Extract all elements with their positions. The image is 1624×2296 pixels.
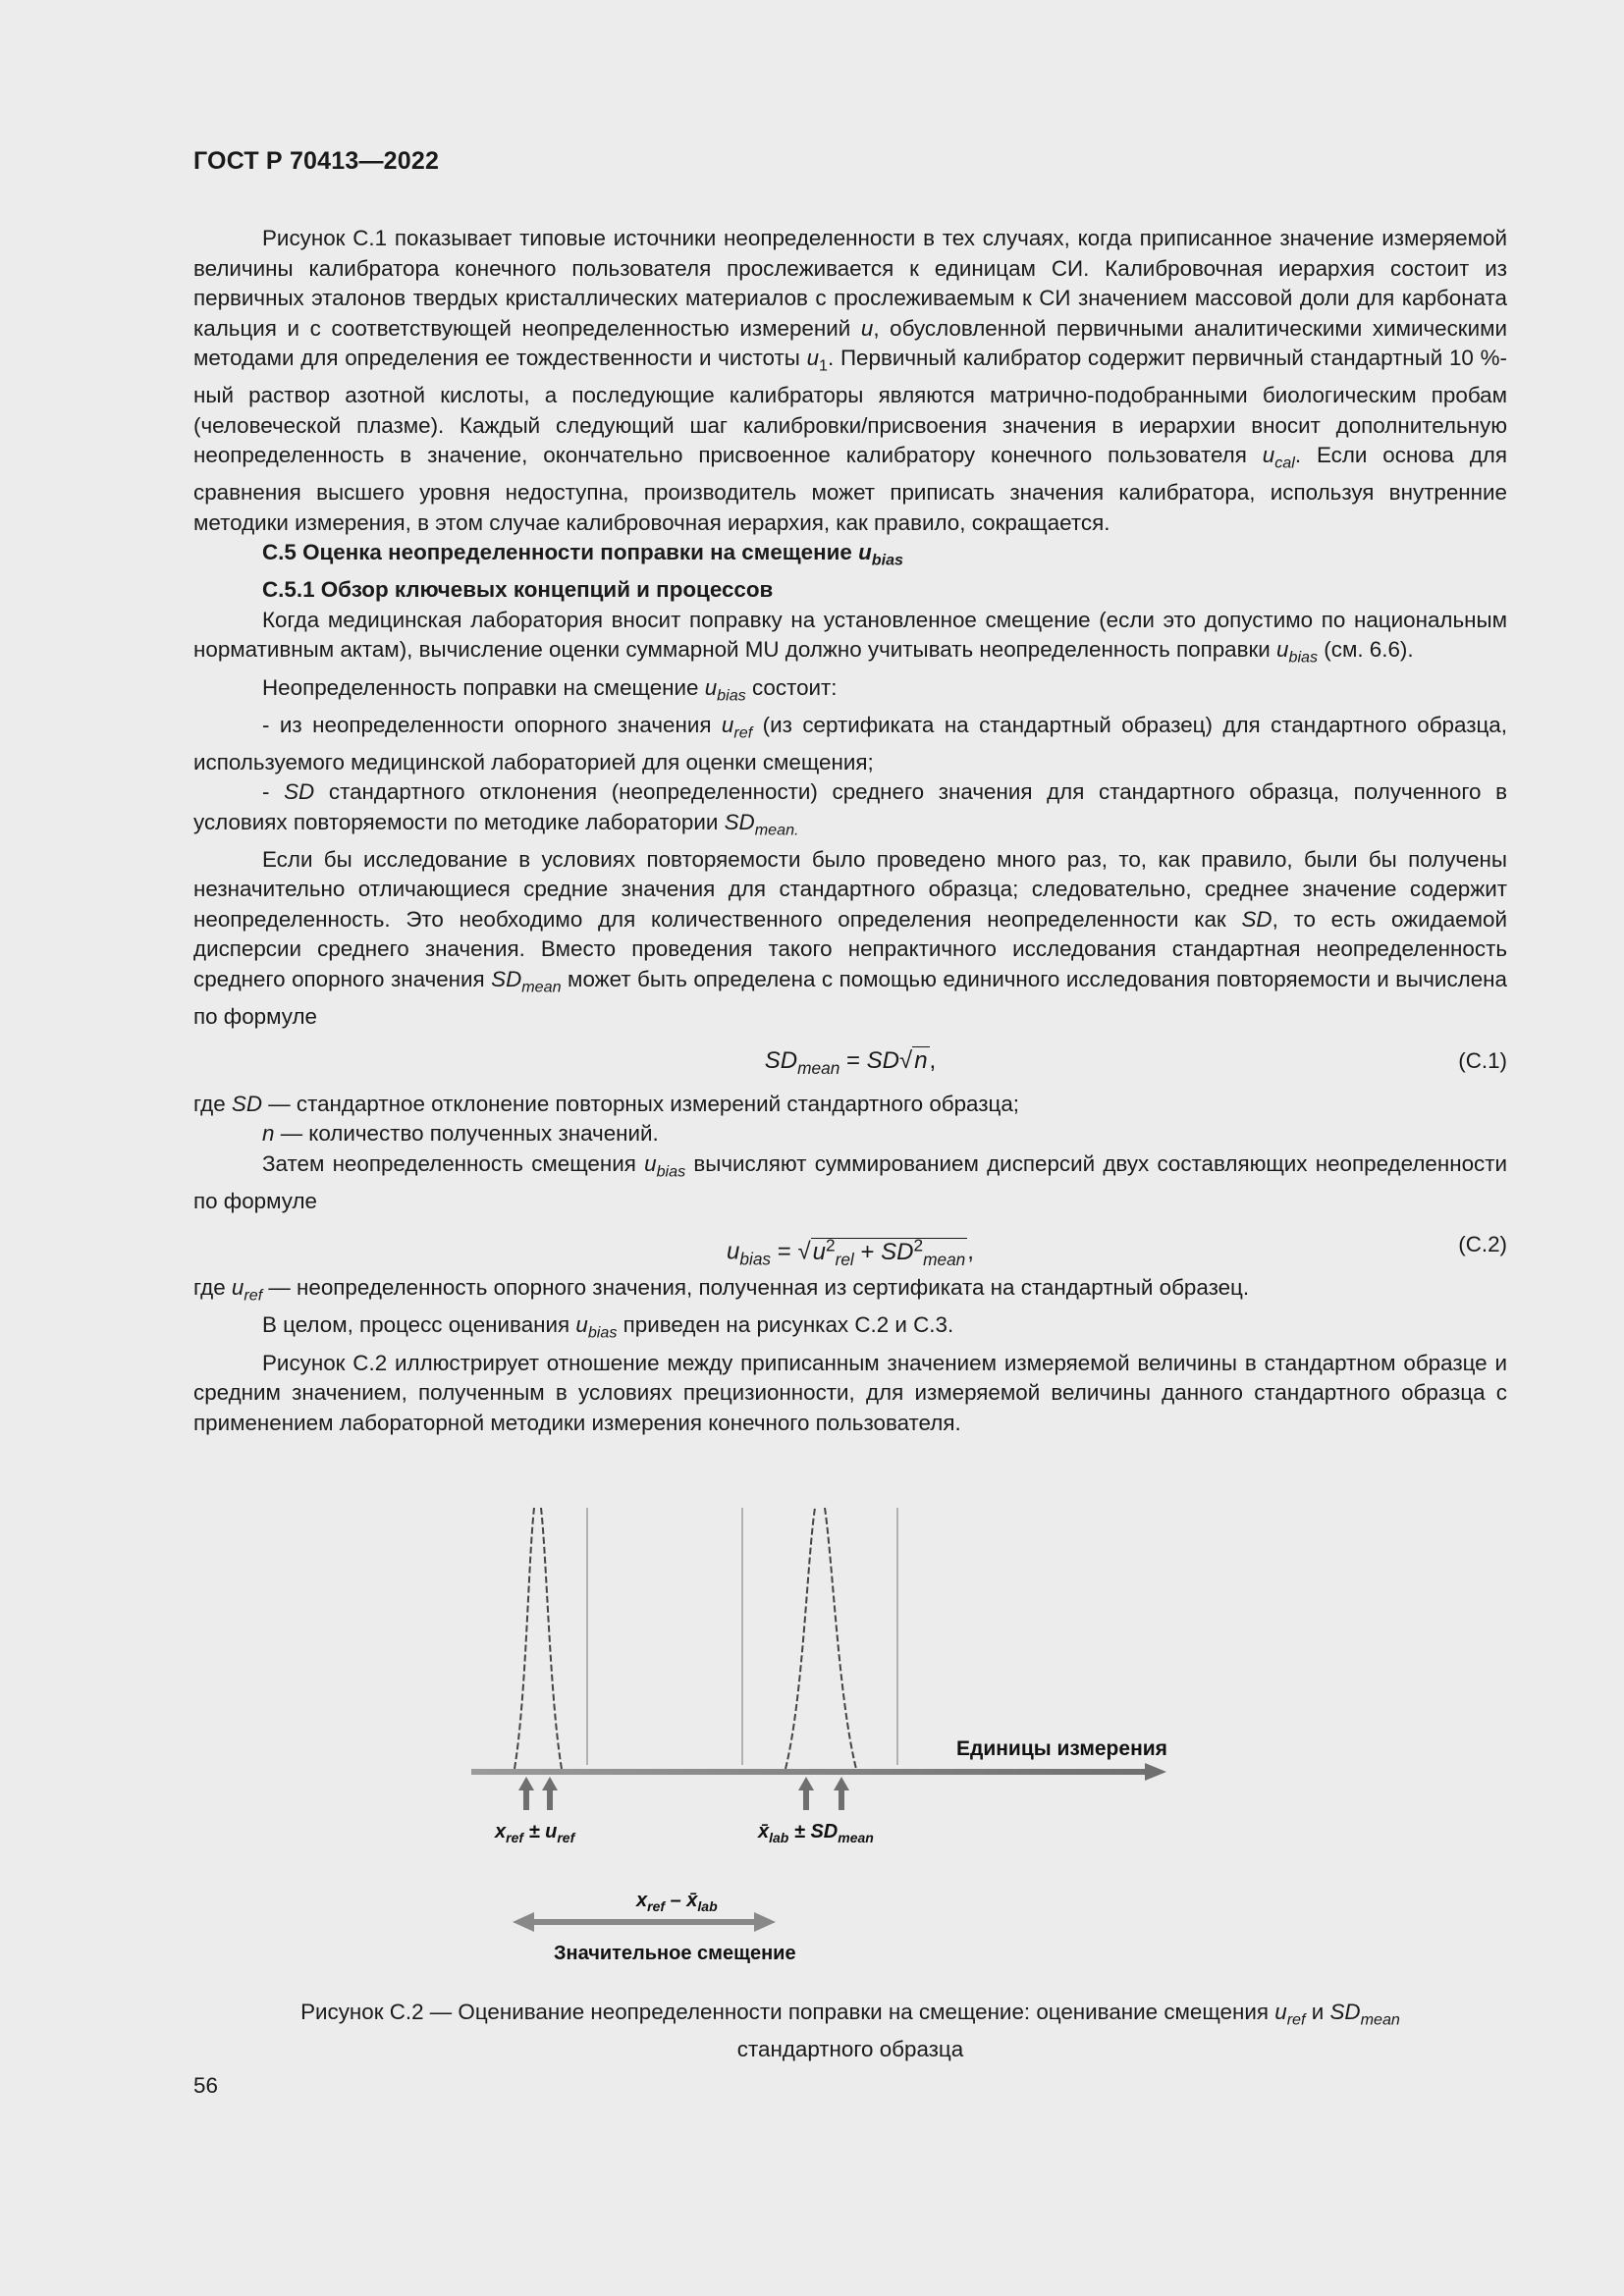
document-header: ГОСТ Р 70413—2022 [193, 147, 440, 175]
paragraph-7: Затем неопределенность смещения $u_{bias}$ вычисляют суммированием дисперсий двух составляющих неопределенности по формуле [193, 1150, 1507, 1213]
figure-c2 [452, 1502, 1237, 1978]
reference-uncertainty-arrows [518, 1777, 558, 1810]
paragraph-5: - SD стандартного отклонения (неопределенности) среднего значения для стандартного образца, полученного в условиях повторяемости по методике лаборатории $SD_{mean.}$ [193, 779, 1507, 839]
significant-bias-label: Значительное смещение [554, 1943, 796, 1964]
paragraph-2: Когда медицинская лаборатория вносит поправку на установленное смещение (если это допустимо по национальным нормативным актам), вычисление оценки суммарной MU должно учитывать неопределенность поправки $u_{bias}$ (см. 6.6). [193, 607, 1507, 667]
bias-double-arrow [534, 1919, 754, 1925]
formula-c2-number: (С.2) [1458, 1232, 1507, 1257]
bias-difference-label: $x_{ref}$ – $x̄_{lab}$ [636, 1890, 718, 1914]
page-number: 56 [193, 2073, 218, 2098]
section-heading-c51: С.5.1 Обзор ключевых концепций и процессов [262, 577, 774, 603]
body-text [193, 224, 1507, 1438]
bias-arrow-right-head [754, 1912, 776, 1932]
bias-arrow-left-head [513, 1912, 534, 1932]
figure-c2-diagram [452, 1502, 1237, 1973]
paragraph-1: Рисунок С.1 показывает типовые источники неопределенности в тех случаях, когда приписанное значение измеряемой величины калибратора конечного пользователя прослеживается к единицам СИ. Калибровочная иерархия состоит из первичных эталонов твердых кристаллических материалов с прослеживаемым к СИ значением массовой доли для карбоната кальция и с соответствующей неопределенностью измерений u, обусловленной первичными аналитическими химическими методами для определения ее тождественности и чистоты $u_1$. Первичный калибратор содержит первичный стандартный 10 %-ный раствор азотной кислоты, а последующие калибраторы являются матрично-подобранными биологическим пробам (человеческой плазме). Каждый следующий шаг калибровки/присвоения значения в иерархии вносит дополнительную неопределенность в значение, окончательно присвоенное калибратору конечного пользователя $u_{cal}$. Если основа для сравнения высшего уровня недоступна, производитель может приписать значения калибратора, используя внутренние методики измерения, в этом случае калибровочная иерархия, как правило, сокращается. [193, 226, 1508, 535]
formula-c1-number: (С.1) [1458, 1047, 1507, 1073]
where-sd: где SD — стандартное отклонение повторных измерений стандартного образца; [193, 1091, 1020, 1116]
lab-mean-label: $x̄_{lab} \pm SD_{mean}$ [758, 1821, 874, 1845]
axis-label: Единицы измерения [956, 1737, 1167, 1760]
section-heading-c5: С.5 Оценка неопределенности поправки на смещение $u_{bias}$ [262, 540, 904, 569]
formula-c1-expression: $SD_{mean} = SD√n$, [764, 1046, 937, 1078]
formula-c2-expression: $u_{bias} = √u^2_{rel} + SD^2_{mean}$, [727, 1235, 974, 1269]
formula-c1 [193, 1037, 1507, 1086]
where-n: n — количество полученных значений. [262, 1121, 659, 1147]
reference-distribution-curve [514, 1508, 562, 1769]
lab-distribution-curve [785, 1508, 856, 1769]
figure-caption: Рисунок С.2 — Оценивание неопределенности поправки на смещение: оценивание смещения $u_{ref}$ и $SD_{mean}$ стандартного образца [300, 2000, 1400, 2061]
paragraph-3: Неопределенность поправки на смещение $u_{bias}$ состоит: [262, 674, 838, 705]
lab-uncertainty-arrows [798, 1777, 849, 1810]
paragraph-8: В целом, процесс оценивания $u_{bias}$ приведен на рисунках С.2 и С.3. [262, 1312, 954, 1343]
reference-value-label: $x_{ref} \pm u_{ref}$ [495, 1821, 575, 1845]
where-uref: где $u_{ref}$ — неопределенность опорного значения, полученная из сертификата на стандартный образец. [193, 1275, 1250, 1305]
paragraph-4: - из неопределенности опорного значения $u_{ref}$ (из сертификата на стандартный образец) для стандартного образца, используемого медицинской лабораторией для оценки смещения; [193, 712, 1507, 774]
axis-arrowhead [1145, 1763, 1166, 1781]
paragraph-6: Если бы исследование в условиях повторяемости было проведено много раз, то, как правило, были бы получены незначительно отличающиеся средние значения для стандартного образца; следовательно, среднее значение содержит неопределенность. Это необходимо для количественного определения неопределенности как SD, то есть ожидаемой дисперсии среднего значения. Вместо проведения такого непрактичного исследования стандартная неопределенность среднего опорного значения $SD_{mean}$ может быть определена с помощью единичного исследования повторяемости и вычислена по формуле [193, 846, 1507, 1030]
formula-c2 [193, 1220, 1507, 1269]
paragraph-9: Рисунок С.2 иллюстрирует отношение между приписанным значением измеряемой величины в стандартном образце и средним значением, полученным в условиях прецизионности, для измеряемой величины данного стандартного образца с применением лабораторной методики измерения конечного пользователя. [193, 1350, 1507, 1435]
measurement-axis [471, 1769, 1149, 1775]
